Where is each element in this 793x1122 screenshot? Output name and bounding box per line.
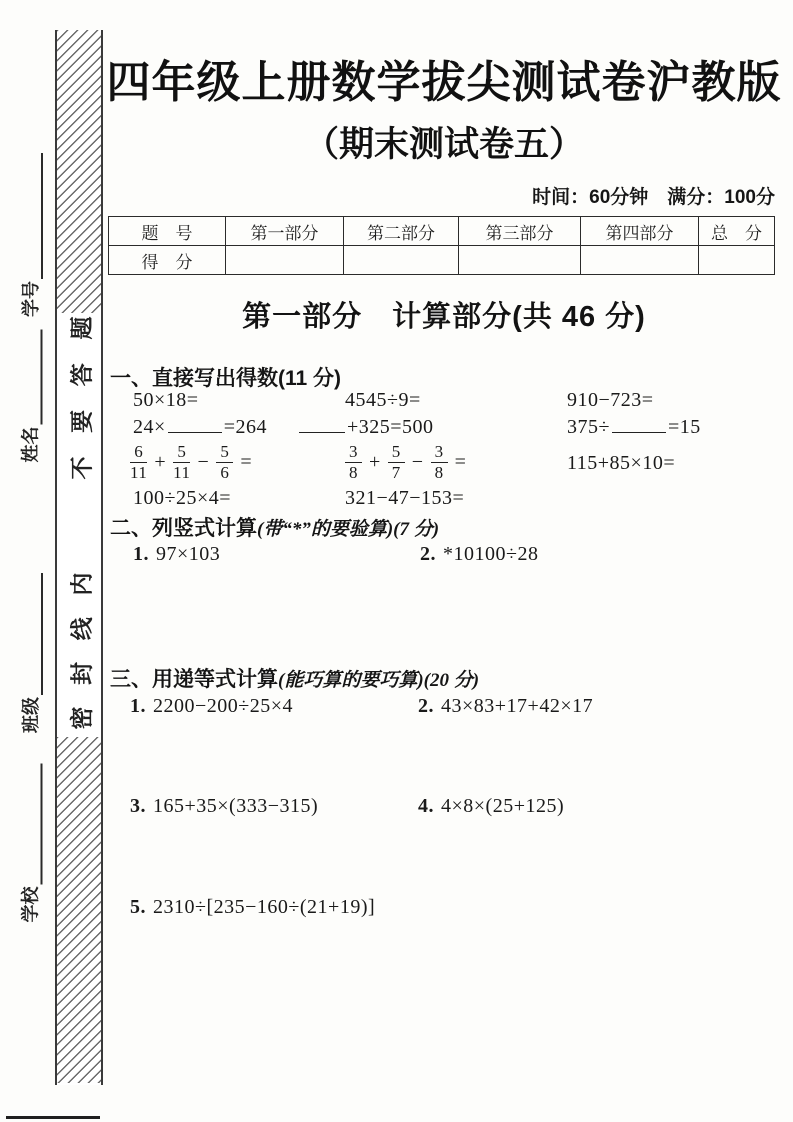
fraction-denominator: 8 [349, 462, 358, 482]
expr-suffix: =264 [223, 416, 268, 438]
section3-heading-main: 三、用递等式计算 [110, 668, 278, 691]
score-table-score-row [109, 246, 775, 275]
expr-suffix: +325=500 [347, 416, 434, 438]
expr-suffix: =15 [667, 416, 701, 438]
fraction [431, 443, 448, 482]
field-name [17, 330, 43, 463]
hatch-pattern-bottom [57, 737, 101, 1083]
problem-recursive-2 [418, 695, 593, 718]
section2-heading-main: 二、列竖式计算 [110, 517, 257, 540]
expression: 43×83+17+42×17 [441, 695, 594, 717]
seal-char: 内 [69, 572, 94, 596]
problem-recursive-4 [418, 795, 564, 818]
problem-vertical-2 [420, 543, 538, 566]
problem-vertical-1 [133, 543, 220, 566]
expr-prefix: 375÷ [567, 416, 610, 438]
problem-number: 1. [133, 543, 149, 565]
field-student-no [17, 153, 43, 317]
expression: *10100÷28 [443, 543, 539, 565]
seal-char: 线 [69, 617, 94, 641]
part1-heading: 第一部分 计算部分(共 46 分) [242, 301, 646, 333]
score-header-cell: 第一部分 [226, 217, 344, 246]
problem-number: 3. [130, 795, 146, 817]
problem-number: 2. [418, 695, 434, 717]
score-header-cell: 第二部分 [344, 217, 459, 246]
operator: − [411, 450, 424, 473]
score-table [108, 216, 775, 275]
score-row-label: 得 分 [109, 246, 226, 275]
expression: 4×8×(25+125) [441, 795, 565, 817]
hatch-pattern-top [57, 30, 101, 313]
section2-heading-note: (带“*”的要验算)(7 分) [257, 519, 440, 540]
score-header-cell: 题 号 [109, 217, 226, 246]
problem-oral-6 [567, 416, 701, 439]
fraction [345, 443, 362, 482]
section3-heading [110, 663, 479, 693]
field-school-label: 学校 [20, 886, 41, 923]
seal-char: 不 [69, 456, 94, 480]
fraction-numerator: 6 [130, 443, 147, 463]
field-name-label: 姓名 [20, 426, 41, 463]
seal-char: 要 [69, 409, 94, 433]
fraction-numerator: 5 [173, 443, 190, 463]
fraction [216, 443, 233, 482]
field-class-blank [17, 573, 43, 695]
problem-number: 5. [130, 896, 146, 918]
section3-heading-note: (能巧算的要巧算)(20 分) [278, 670, 480, 691]
expression: 2310÷[235−160÷(21+19)] [153, 896, 376, 918]
problem-oral-11: 321−47−153= [345, 487, 465, 509]
problem-oral-2: 4545÷9= [345, 389, 421, 411]
score-cell-empty [699, 246, 775, 275]
problem-oral-9: 115+85×10= [567, 452, 676, 474]
score-cell-empty [226, 246, 344, 275]
seal-band [55, 30, 103, 1085]
field-school-blank [17, 764, 43, 885]
fraction-numerator: 3 [345, 443, 362, 463]
field-class [17, 573, 43, 733]
expr-prefix: 24× [133, 416, 166, 438]
page-subtitle: （期末测试卷五） [303, 125, 584, 164]
problem-oral-1: 50×18= [133, 389, 199, 411]
problem-number: 1. [130, 695, 146, 717]
score-header-cell: 总 分 [699, 217, 775, 246]
fraction-numerator: 3 [431, 443, 448, 463]
seal-char: 封 [69, 661, 94, 685]
field-class-label: 班级 [21, 697, 42, 733]
fraction [173, 443, 190, 482]
page-title: 四年级上册数学拔尖测试卷沪教版 [106, 58, 782, 107]
fraction-denominator: 8 [434, 462, 444, 482]
fraction-numerator: 5 [216, 443, 233, 463]
field-name-blank [17, 330, 43, 425]
equals-sign: = [240, 450, 253, 473]
fraction-denominator: 11 [130, 462, 148, 482]
expression: 97×103 [156, 543, 221, 565]
expression: 2200−200÷25×4 [153, 695, 294, 717]
fraction-denominator: 6 [220, 462, 230, 482]
score-header-cell: 第四部分 [581, 217, 699, 246]
score-header-cell: 第三部分 [459, 217, 581, 246]
problem-oral-5 [297, 416, 434, 439]
paper-content [103, 0, 785, 1122]
problem-number: 4. [418, 795, 434, 817]
fraction-numerator: 5 [388, 443, 405, 463]
field-student-no-blank [17, 153, 43, 279]
section1-heading: 一、直接写出得数(11 分) [110, 367, 342, 390]
score-cell-empty [581, 246, 699, 275]
scan-edge-mark [6, 1116, 100, 1119]
problem-recursive-1 [130, 695, 293, 718]
score-table-header-row [109, 217, 775, 246]
field-school [17, 764, 43, 923]
answer-blank [299, 418, 345, 433]
operator: − [197, 450, 210, 473]
operator: + [369, 450, 381, 473]
problem-oral-7 [130, 443, 252, 482]
section2-heading [110, 512, 439, 542]
seal-text-bottom [67, 573, 93, 730]
problem-recursive-3 [130, 795, 318, 818]
problem-recursive-5 [130, 896, 375, 919]
exam-meta: 时间：60分钟 满分：100分 [532, 187, 775, 208]
seal-char: 题 [69, 316, 94, 340]
answer-blank [168, 418, 222, 433]
field-student-no-label: 学号 [21, 281, 42, 317]
score-cell-empty [344, 246, 459, 275]
fraction [388, 443, 405, 482]
operator: + [154, 450, 167, 473]
problem-oral-10: 100÷25×4= [133, 487, 232, 509]
problem-oral-4 [133, 416, 267, 439]
seal-char: 答 [69, 363, 94, 387]
problem-number: 2. [420, 543, 436, 565]
answer-blank [612, 418, 666, 433]
problem-oral-8 [345, 443, 466, 482]
seal-char: 密 [69, 706, 94, 730]
fraction-denominator: 11 [173, 462, 191, 482]
equals-sign: = [454, 450, 467, 473]
fraction [130, 443, 147, 482]
expression: 165+35×(333−315) [153, 795, 319, 817]
fraction-denominator: 7 [391, 462, 401, 482]
score-cell-empty [459, 246, 581, 275]
problem-oral-3: 910−723= [567, 389, 654, 411]
seal-text-top [67, 317, 93, 480]
